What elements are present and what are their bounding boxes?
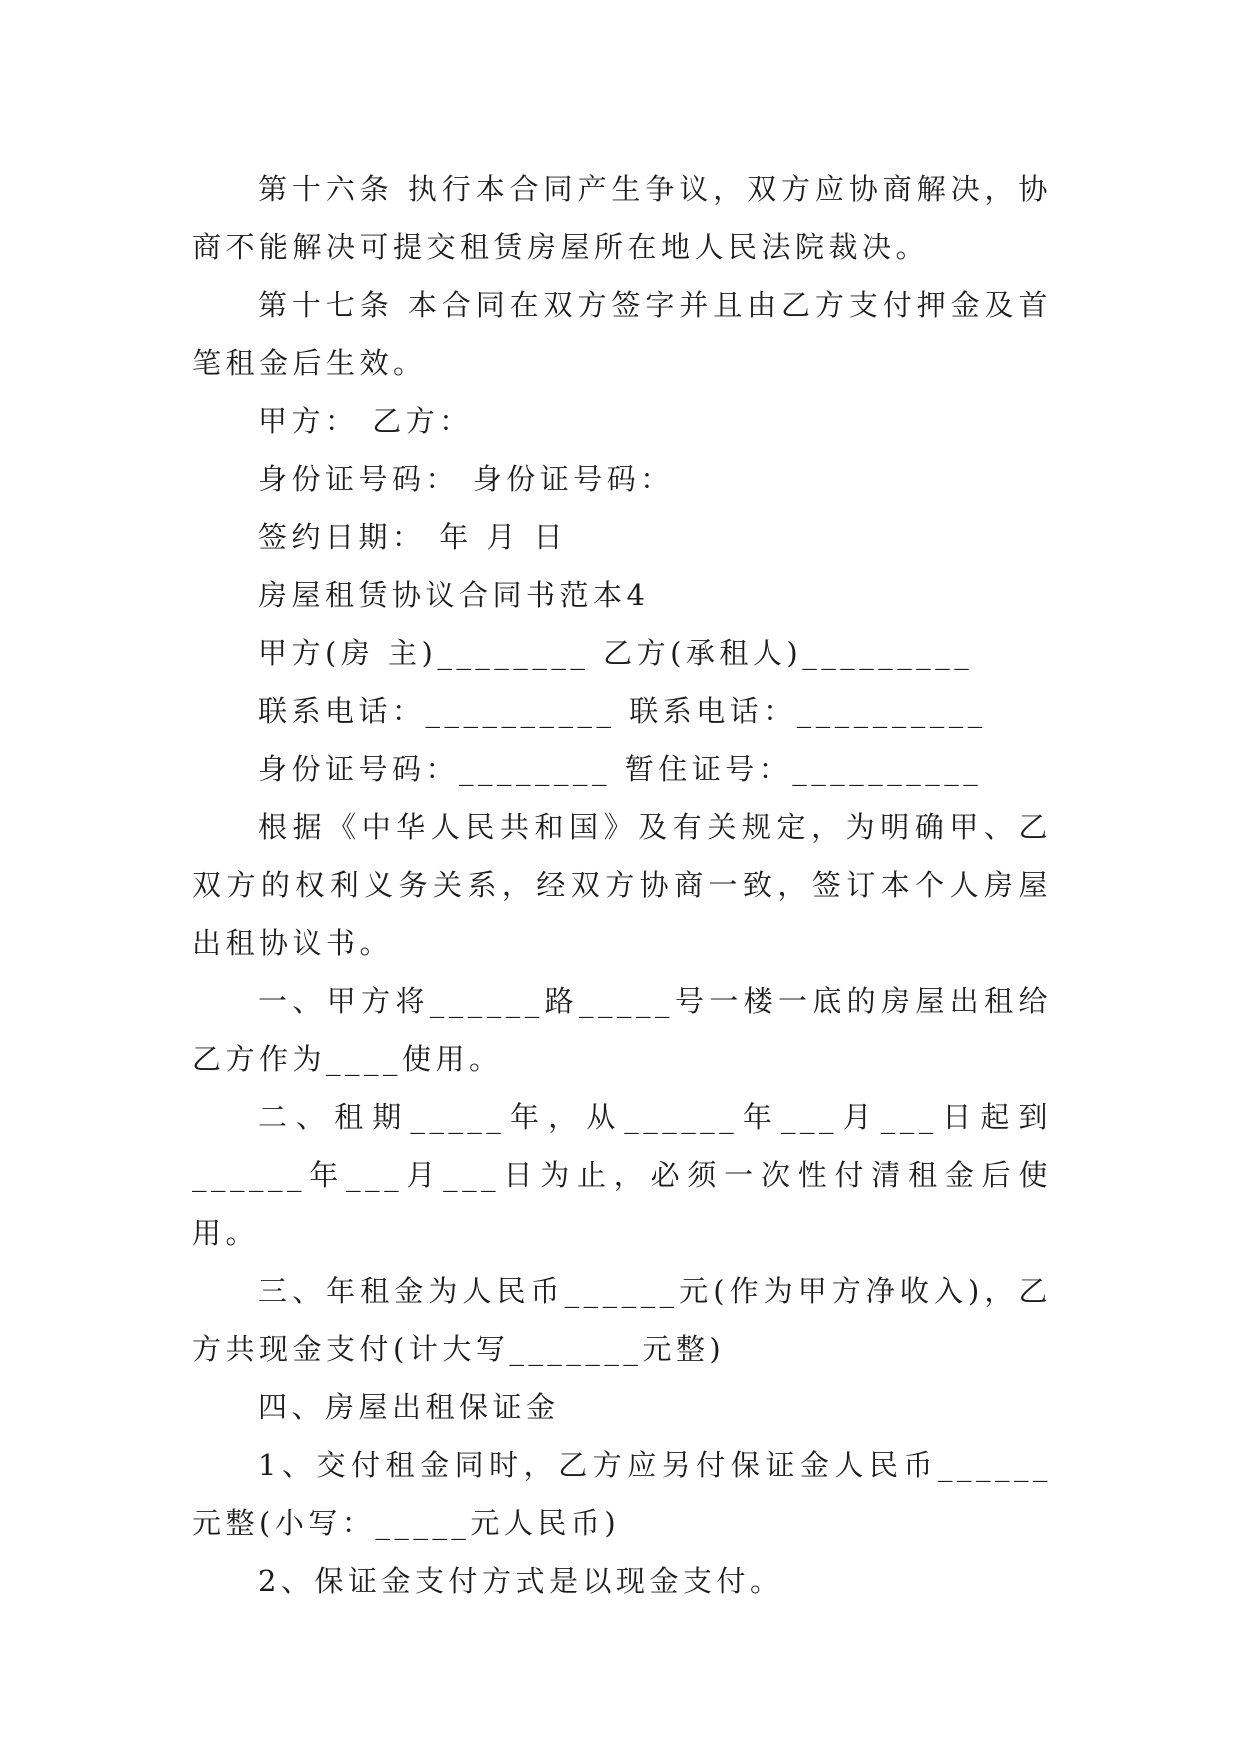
article-4-heading: 四、房屋出租保证金 [258,1390,560,1424]
id-residence-line: 身份证号码：________ 暂住证号：__________ [258,752,983,786]
deposit-item-1: 1、交付租金同时，乙方应另付保证金人民币______元整(小写：_____元人民币) [192,1448,1052,1540]
article-1: 一、甲方将______路_____号一楼一底的房屋出租给乙方作为____使用。 [192,984,1052,1076]
parties-line: 甲方(房 主)________ 乙方(承租人)_________ [258,636,974,670]
clause-16: 第十六条 执行本合同产生争议，双方应协商解决，协商不能解决可提交租赁房屋所在地人民法院裁决。 [192,172,1052,264]
article-2: 二、租期_____年，从______年___月___日起到______年___月___日为止，必须一次性付清租金后使用。 [192,1100,1052,1250]
sample-heading: 房屋租赁协议合同书范本4 [258,578,650,612]
signature-party-line: 甲方： 乙方： [258,404,473,438]
article-3: 三、年租金为人民币______元(作为甲方净收入)，乙方共现金支付(计大写_______元整) [192,1274,1052,1366]
phone-line: 联系电话：__________ 联系电话：__________ [258,694,987,728]
signing-date-line: 签约日期： 年 月 日 [258,520,568,554]
signature-id-line: 身份证号码： 身份证号码： [258,462,674,496]
clause-17: 第十七条 本合同在双方签字并且由乙方支付押金及首笔租金后生效。 [192,288,1052,380]
deposit-item-2: 2、保证金支付方式是以现金支付。 [258,1564,784,1598]
document-body [192,160,1052,1610]
preamble-paragraph: 根据《中华人民共和国》及有关规定，为明确甲、乙双方的权利义务关系，经双方协商一致，签订本个人房屋出租协议书。 [192,810,1052,960]
